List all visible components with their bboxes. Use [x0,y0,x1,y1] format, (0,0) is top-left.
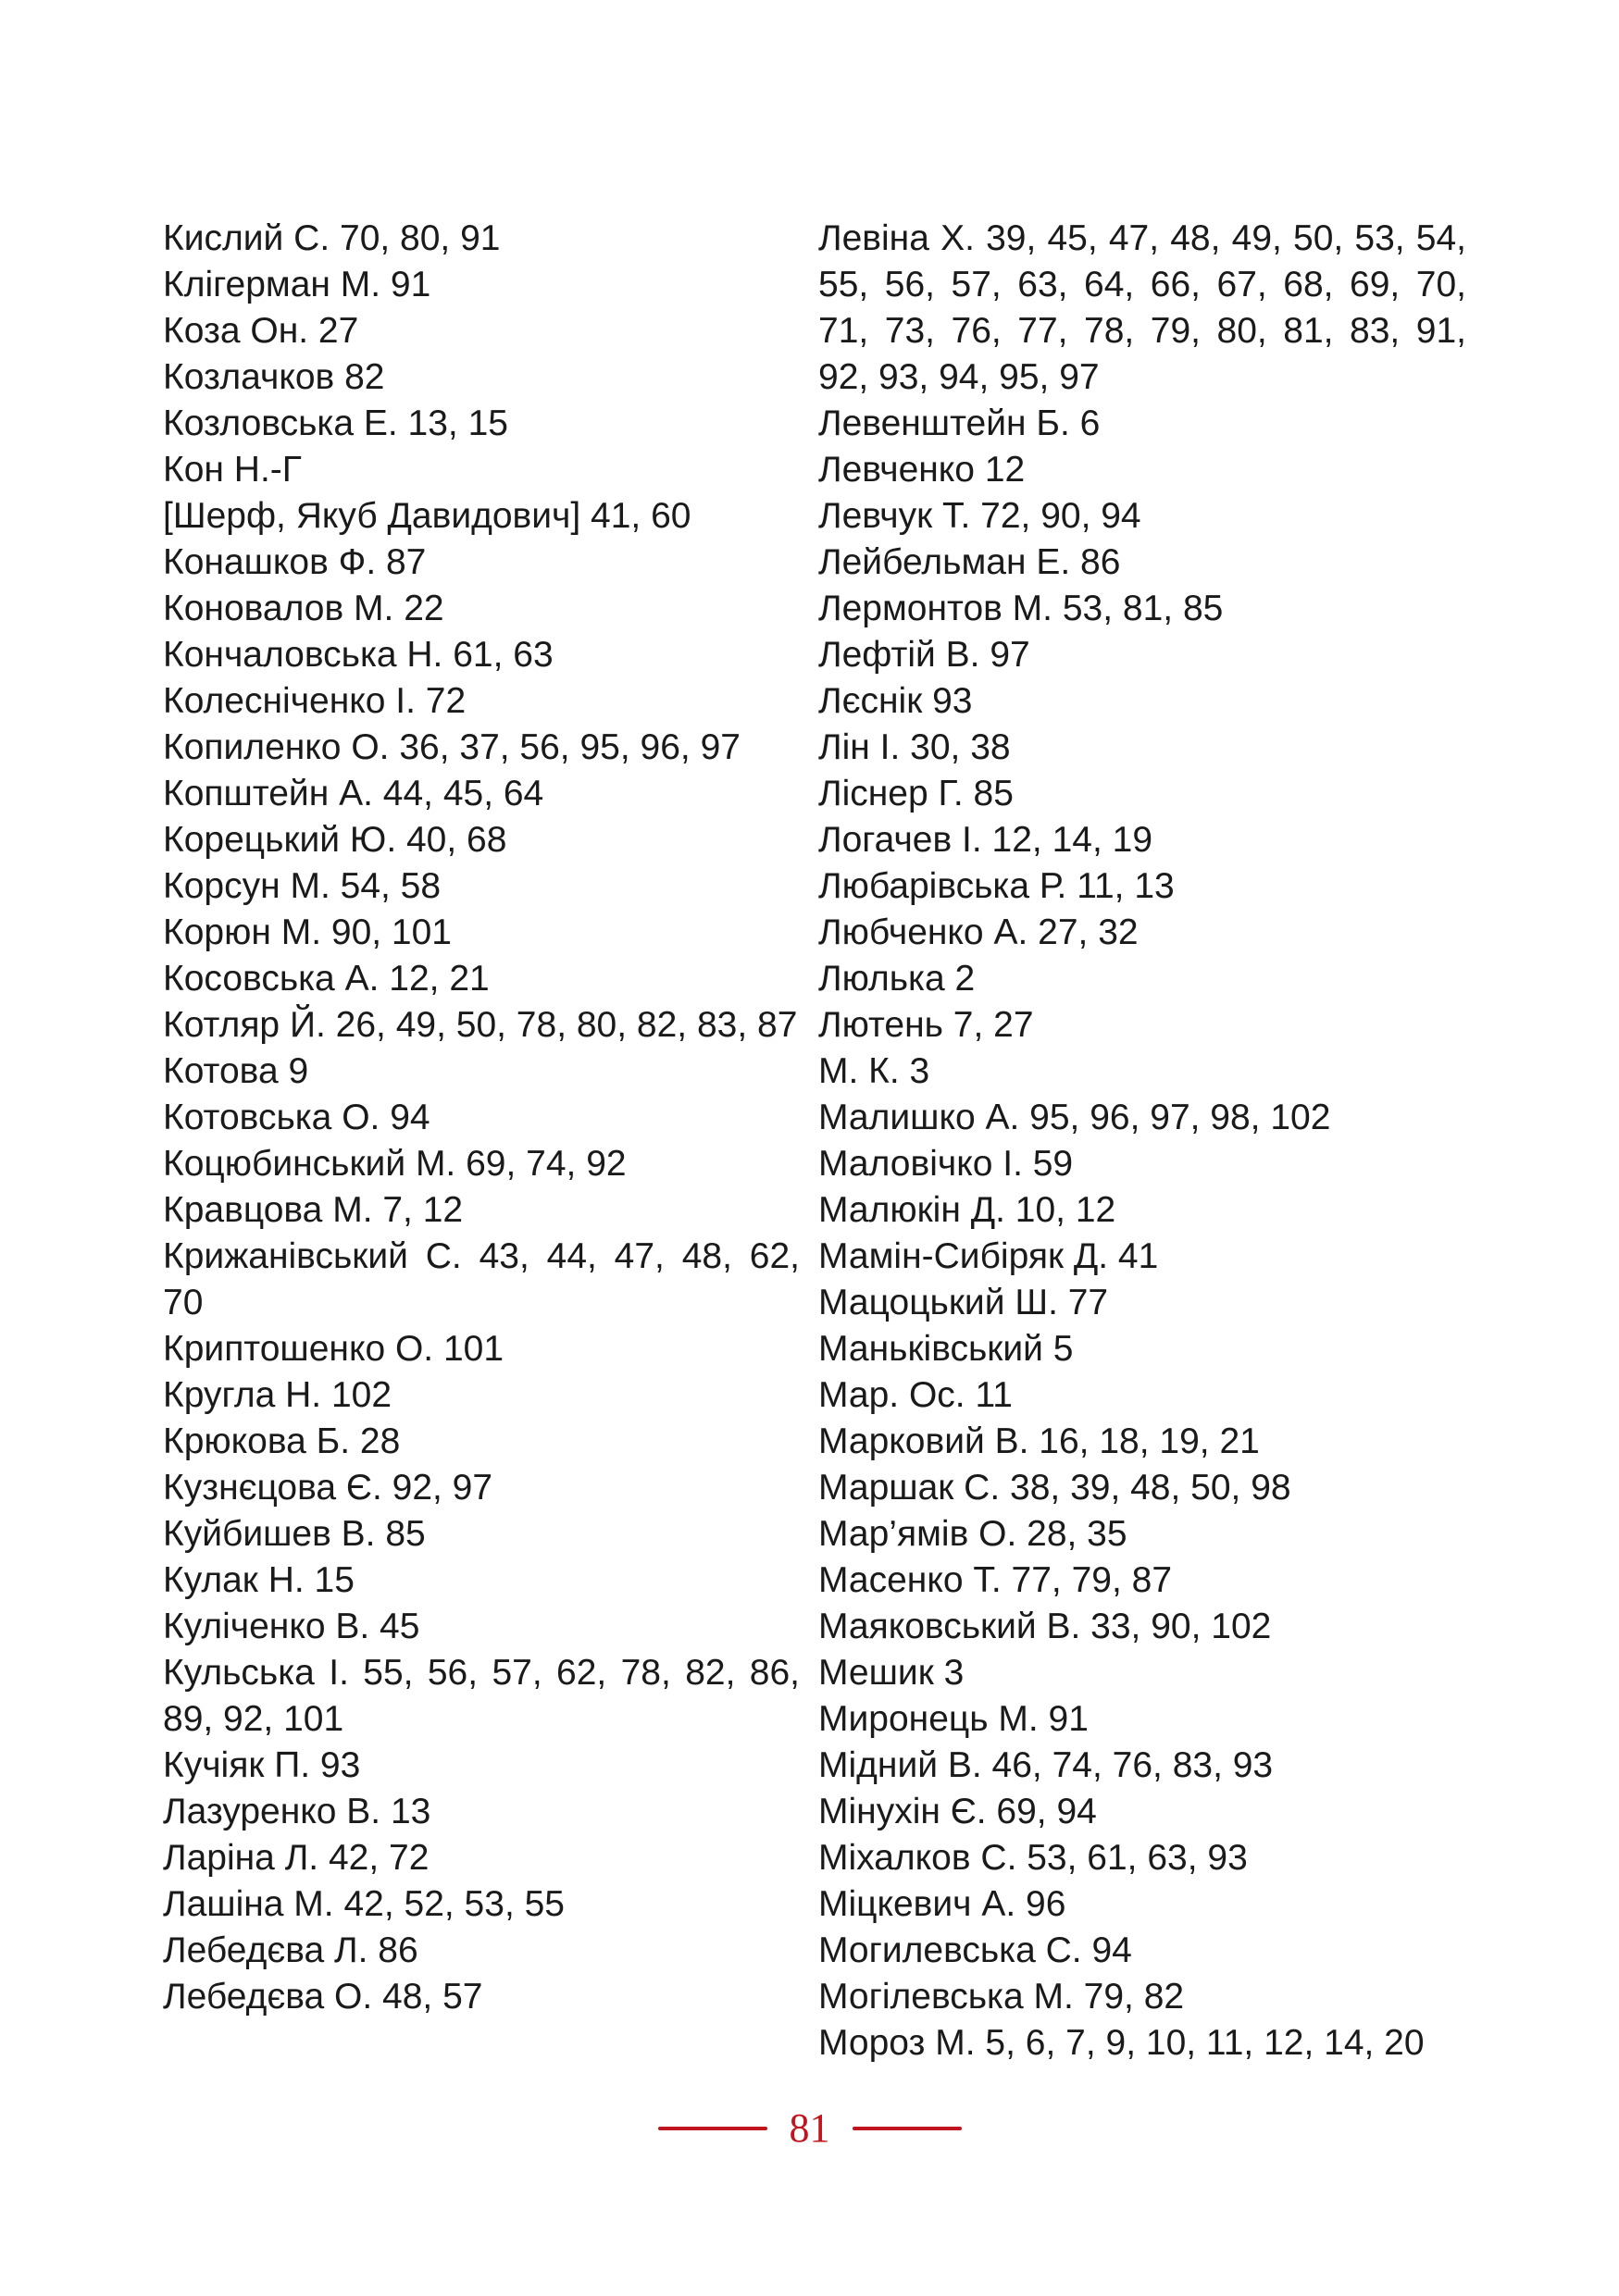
index-entry: Мар’ямів О. 28, 35 [818,1514,1127,1554]
index-entry: Маньківський 5 [818,1329,1074,1369]
index-entry: Котляр Й. 26, 49, 50, 78, 80, 82, 83, 87 [163,1005,798,1045]
index-entry: Лебедєва Л. 86 [163,1930,418,1970]
index-entry: Могілевська М. 79, 82 [818,1977,1185,2017]
page-footer [0,2101,1619,2156]
index-entry: Котова 9 [163,1051,309,1091]
index-entry: Кучіяк П. 93 [163,1745,361,1785]
index-entry: Лашіна М. 42, 52, 53, 55 [163,1884,565,1924]
index-entry: Копиленко О. 36, 37, 56, 95, 96, 97 [163,727,741,767]
index-entry: Куліченко В. 45 [163,1607,420,1646]
page-number: 81 [789,2105,830,2151]
index-entry: Мацоцький Ш. 77 [818,1283,1109,1322]
index-entry: [Шерф, Якуб Давидович] 41, 60 [163,496,691,536]
index-entry: Люлька 2 [818,959,976,999]
index-entry: Лютень 7, 27 [818,1005,1034,1045]
index-entry: Лєснік 93 [818,681,973,721]
index-entry: Мінухін Є. 69, 94 [818,1792,1097,1831]
index-column-left [163,216,800,2020]
index-entry: Малюкін Д. 10, 12 [818,1190,1116,1230]
index-entry: Маяковський В. 33, 90, 102 [818,1607,1272,1646]
index-entry: Куйбишев В. 85 [163,1514,426,1554]
index-entry: Лебедєва О. 48, 57 [163,1977,483,2017]
index-entry: Левіна Х. 39, 45, 47, 48, 49, 50, 53, 54, 55, 56, 57, 63, 64, 66, 67, 68, 69, 70, 71, 73, 76, 77, 78, 79, 80, 81, 83, 91, 92, 93, 94, 95, 97 [818,218,1466,397]
index-entry: Левчук Т. 72, 90, 94 [818,496,1141,536]
index-entry: Криптошенко О. 101 [163,1329,504,1369]
index-entry: М. К. 3 [818,1051,930,1091]
index-entry: Кругла Н. 102 [163,1375,392,1415]
index-entry: Лефтій В. 97 [818,635,1030,675]
index-entry: Корецький Ю. 40, 68 [163,820,507,860]
index-entry: Котовська О. 94 [163,1098,430,1137]
index-entry: Масенко Т. 77, 79, 87 [818,1560,1173,1600]
index-entry: Любарівська Р. 11, 13 [818,866,1175,906]
index-entry: Козлачков 82 [163,357,385,397]
index-entry: Коцюбинський М. 69, 74, 92 [163,1144,627,1184]
index-column-right [818,216,1466,2066]
index-entry: Косовська А. 12, 21 [163,959,490,999]
index-entry: Любченко А. 27, 32 [818,912,1139,952]
index-entry: Корсун М. 54, 58 [163,866,442,906]
index-entry: Кон Н.-Г [163,450,302,490]
index-entry: Миронець М. 91 [818,1699,1089,1739]
index-entry: Мороз М. 5, 6, 7, 9, 10, 11, 12, 14, 20 [818,2023,1425,2063]
index-entry: Мідний В. 46, 74, 76, 83, 93 [818,1745,1274,1785]
index-entry: Копштейн А. 44, 45, 64 [163,774,544,813]
index-entry: Маршак С. 38, 39, 48, 50, 98 [818,1468,1291,1508]
index-entry: Міцкевич А. 96 [818,1884,1066,1924]
index-entry: Ліснер Г. 85 [818,774,1014,813]
footer-rule-right [853,2127,962,2130]
index-entry: Кислий С. 70, 80, 91 [163,218,501,258]
index-entry: Крижанівський С. 43, 44, 47, 48, 62, 70 [163,1236,800,1322]
index-entry: Колесніченко І. 72 [163,681,467,721]
index-entry: Лін І. 30, 38 [818,727,1011,767]
index-entry: Мамін-Сибіряк Д. 41 [818,1236,1159,1276]
index-entry: Мешик 3 [818,1653,965,1693]
index-entry: Корюн М. 90, 101 [163,912,452,952]
index-entry: Міхалков С. 53, 61, 63, 93 [818,1838,1248,1878]
index-entry: Маловічко І. 59 [818,1144,1074,1184]
index-entry: Лазуренко В. 13 [163,1792,431,1831]
index-entry: Логачев І. 12, 14, 19 [818,820,1153,860]
index-entry: Могилевська С. 94 [818,1930,1132,1970]
index-entry: Козловська Е. 13, 15 [163,403,508,443]
index-entry: Кравцова М. 7, 12 [163,1190,464,1230]
index-entry: Мар. Ос. 11 [818,1375,1013,1415]
index-entry: Ларіна Л. 42, 72 [163,1838,430,1878]
index-entry: Лейбельман Е. 86 [818,542,1121,582]
index-entry: Конашков Ф. 87 [163,542,427,582]
footer-rule-left [658,2127,767,2130]
index-entry: Кончаловська Н. 61, 63 [163,635,554,675]
index-entry: Левченко 12 [818,450,1026,490]
index-entry: Коновалов М. 22 [163,589,444,628]
index-entry: Коза Он. 27 [163,311,359,351]
index-entry: Крюкова Б. 28 [163,1421,401,1461]
index-entry: Марковий В. 16, 18, 19, 21 [818,1421,1260,1461]
index-entry: Лермонтов М. 53, 81, 85 [818,589,1224,628]
index-entry: Клігерман М. 91 [163,265,431,304]
index-entry: Кульська І. 55, 56, 57, 62, 78, 82, 86, 89, 92, 101 [163,1653,800,1739]
index-entry: Кулак Н. 15 [163,1560,355,1600]
index-entry: Левенштейн Б. 6 [818,403,1101,443]
index-entry: Малишко А. 95, 96, 97, 98, 102 [818,1098,1331,1137]
index-entry: Кузнєцова Є. 92, 97 [163,1468,493,1508]
